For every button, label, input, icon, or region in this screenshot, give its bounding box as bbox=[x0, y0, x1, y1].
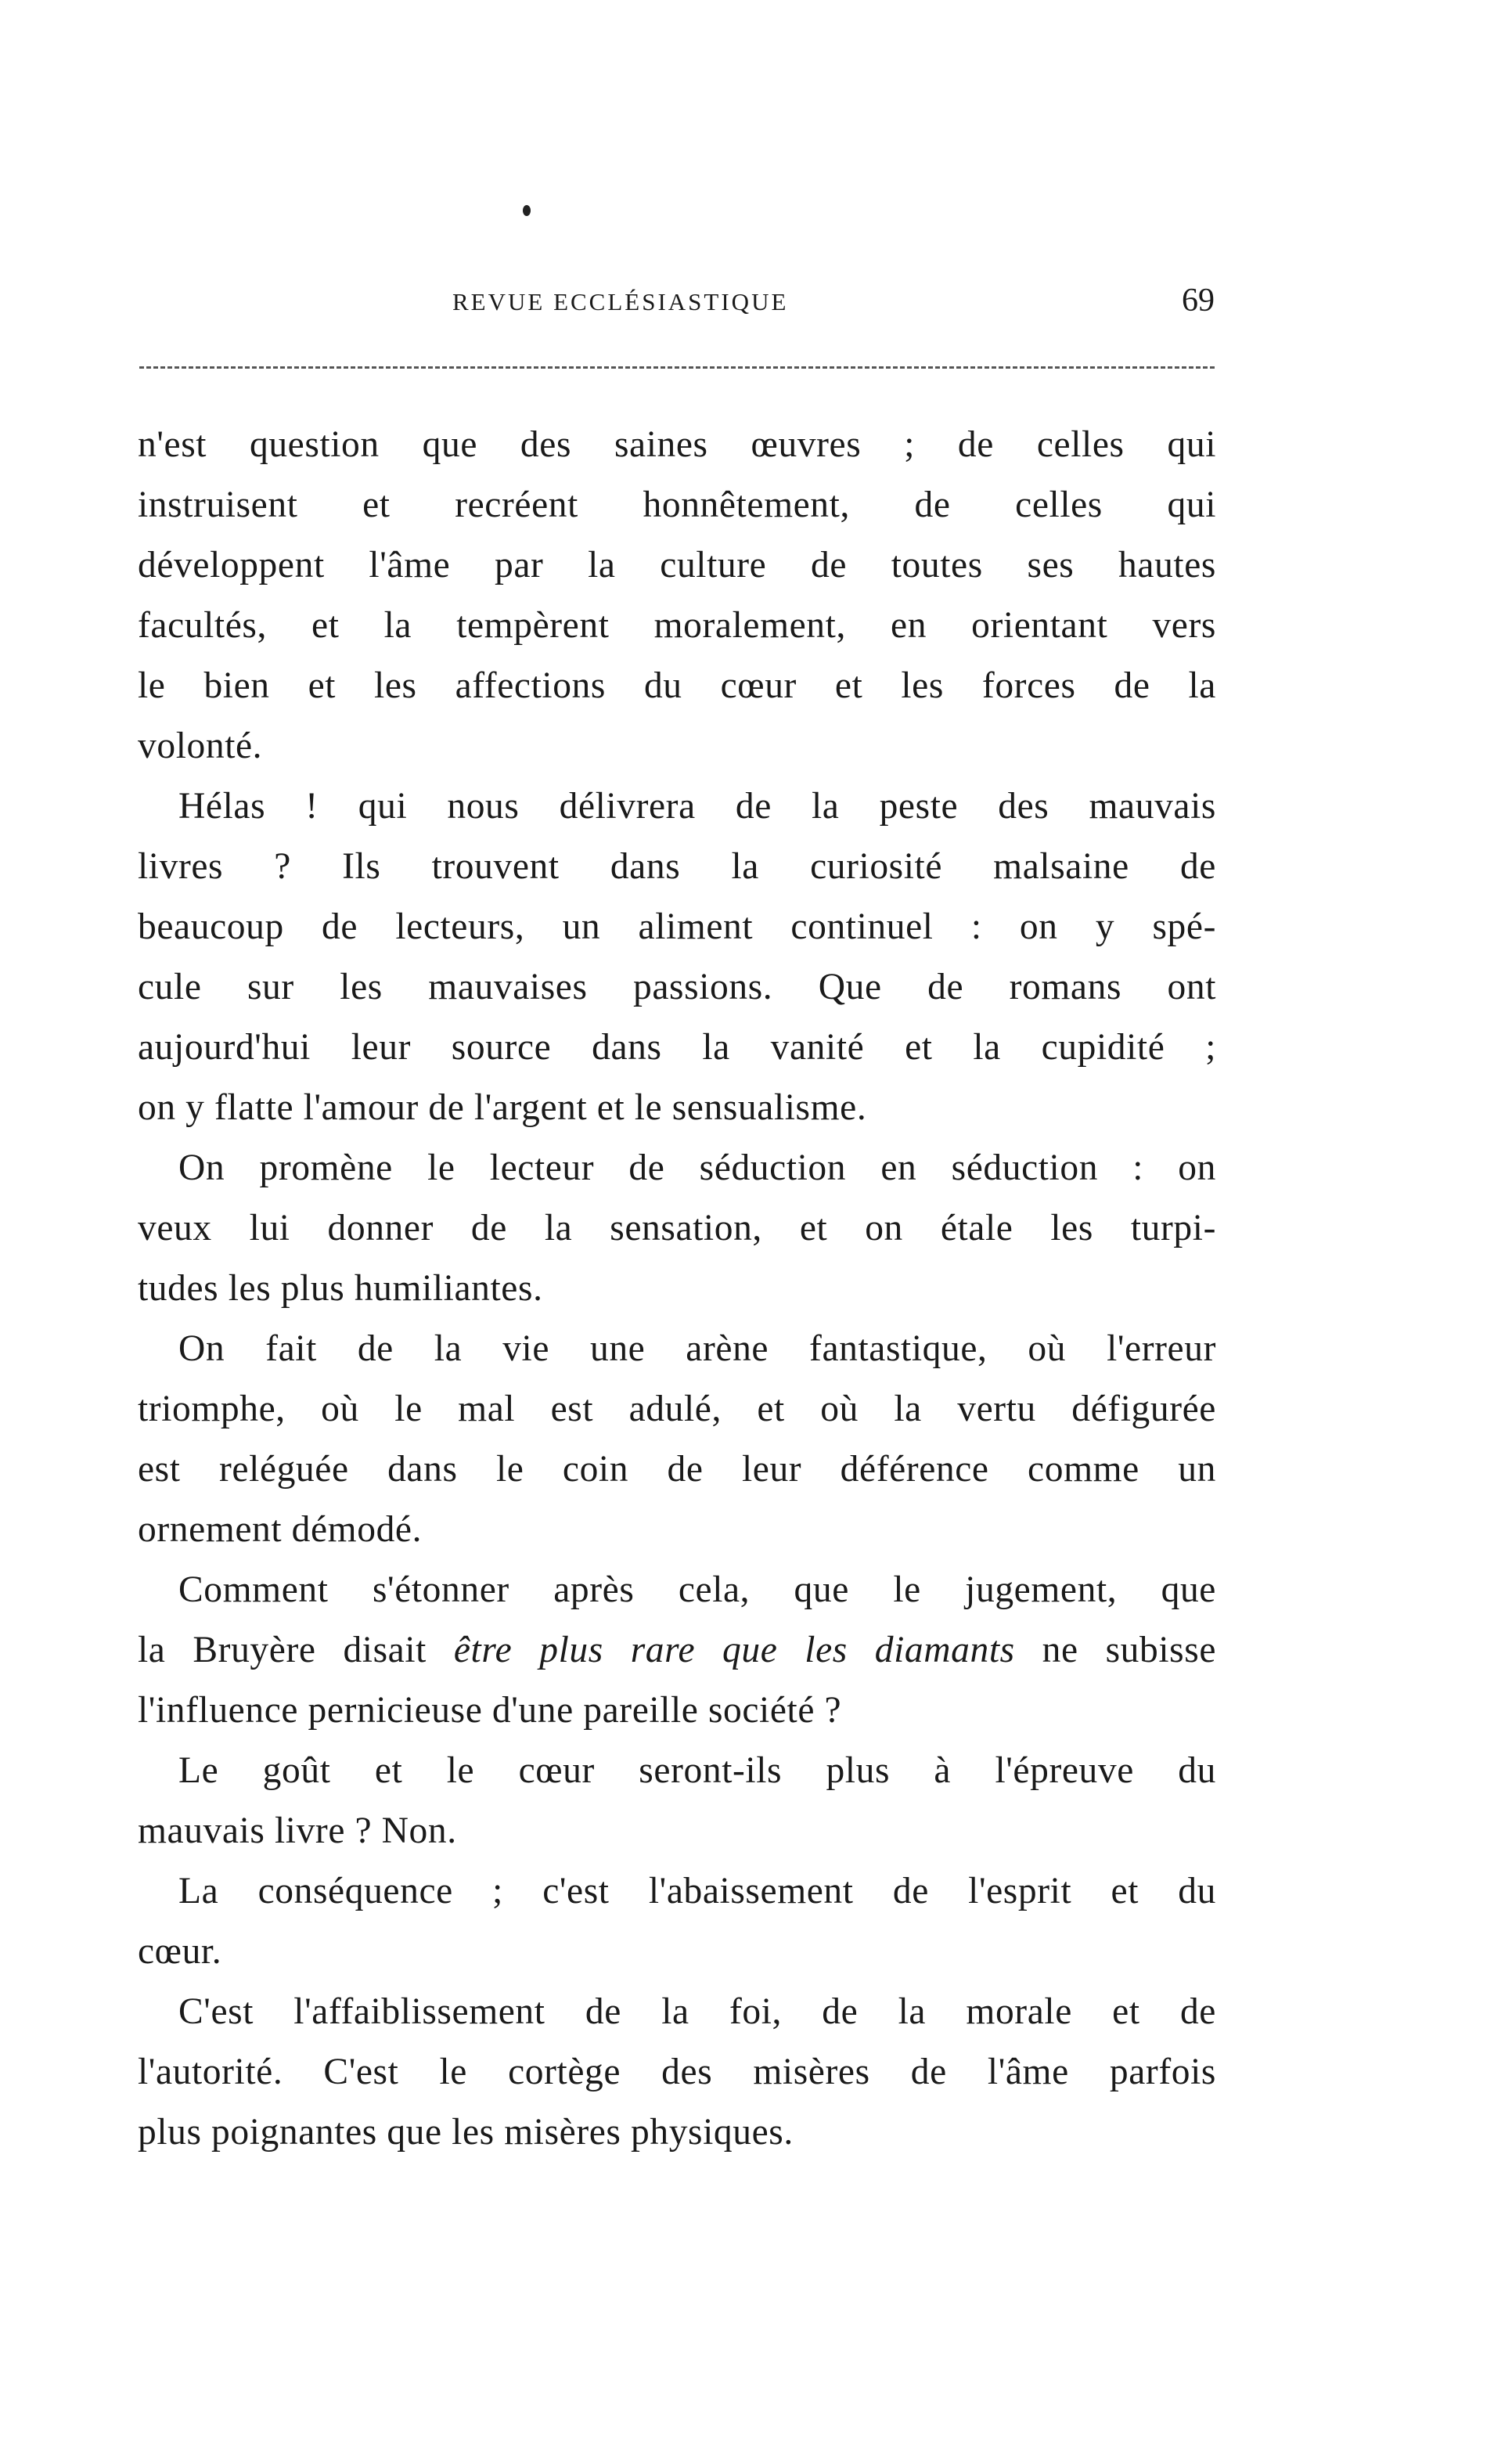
text-line: cœur. bbox=[138, 1931, 222, 1972]
text-line: Comment s'étonner après cela, que le jugement, que bbox=[178, 1569, 1216, 1610]
text-line: tudes les plus humiliantes. bbox=[138, 1268, 543, 1309]
text-line: triomphe, où le mal est adulé, et où la vertu défigurée bbox=[138, 1389, 1216, 1429]
text-line: Hélas ! qui nous délivrera de la peste des mauvais bbox=[178, 786, 1216, 827]
header-rule bbox=[139, 366, 1215, 369]
text-line: n'est question que des saines œuvres ; de celles qui bbox=[138, 424, 1216, 465]
page-header bbox=[139, 282, 1215, 329]
text-line: On fait de la vie une arène fantastique, où l'erreur bbox=[178, 1328, 1216, 1369]
text-segment: ne subisse bbox=[1014, 1630, 1216, 1670]
text-line: l'autorité. C'est le cortège des misères de l'âme parfois bbox=[138, 2052, 1216, 2092]
text-line: aujourd'hui leur source dans la vanité et la cupidité ; bbox=[138, 1027, 1216, 1068]
text-line: on y flatte l'amour de l'argent et le sensualisme. bbox=[138, 1087, 867, 1128]
text-line: le bien et les affections du cœur et les forces de la bbox=[138, 665, 1216, 706]
text-line: développent l'âme par la culture de toutes ses hautes bbox=[138, 545, 1216, 585]
text-line-bruyere bbox=[138, 1620, 1216, 1681]
text-segment: la Bruyère disait bbox=[138, 1630, 454, 1670]
body-text bbox=[138, 415, 1216, 2163]
text-line: veux lui donner de la sensation, et on étale les turpi- bbox=[138, 1208, 1216, 1248]
text-line: Le goût et le cœur seront-ils plus à l'épreuve du bbox=[178, 1750, 1216, 1791]
text-line: ornement démodé. bbox=[138, 1509, 423, 1550]
text-line: volonté. bbox=[138, 726, 263, 766]
text-line: mauvais livre ? Non. bbox=[138, 1810, 457, 1851]
text-line: livres ? Ils trouvent dans la curiosité malsaine de bbox=[138, 846, 1216, 887]
text-line: instruisent et recréent honnêtement, de celles qui bbox=[138, 485, 1216, 525]
ink-speck bbox=[523, 205, 531, 216]
text-line: beaucoup de lecteurs, un aliment continuel : on y spé- bbox=[138, 906, 1216, 947]
text-line: La conséquence ; c'est l'abaissement de l'esprit et du bbox=[178, 1871, 1216, 1911]
text-line: cule sur les mauvaises passions. Que de romans ont bbox=[138, 967, 1216, 1007]
running-title: REVUE ECCLÉSIASTIQUE bbox=[452, 288, 789, 315]
text-line: On promène le lecteur de séduction en séduction : on bbox=[178, 1148, 1216, 1188]
text-line: C'est l'affaiblissement de la foi, de la morale et de bbox=[178, 1991, 1216, 2032]
text-line: facultés, et la tempèrent moralement, en orientant vers bbox=[138, 605, 1216, 646]
text-line: l'influence pernicieuse d'une pareille société ? bbox=[138, 1690, 842, 1731]
page-number: 69 bbox=[1182, 283, 1215, 319]
italic-quote: être plus rare que les diamants bbox=[453, 1630, 1015, 1670]
text-line: est reléguée dans le coin de leur déférence comme un bbox=[138, 1449, 1216, 1490]
text-line: plus poignantes que les misères physiques. bbox=[138, 2112, 794, 2153]
